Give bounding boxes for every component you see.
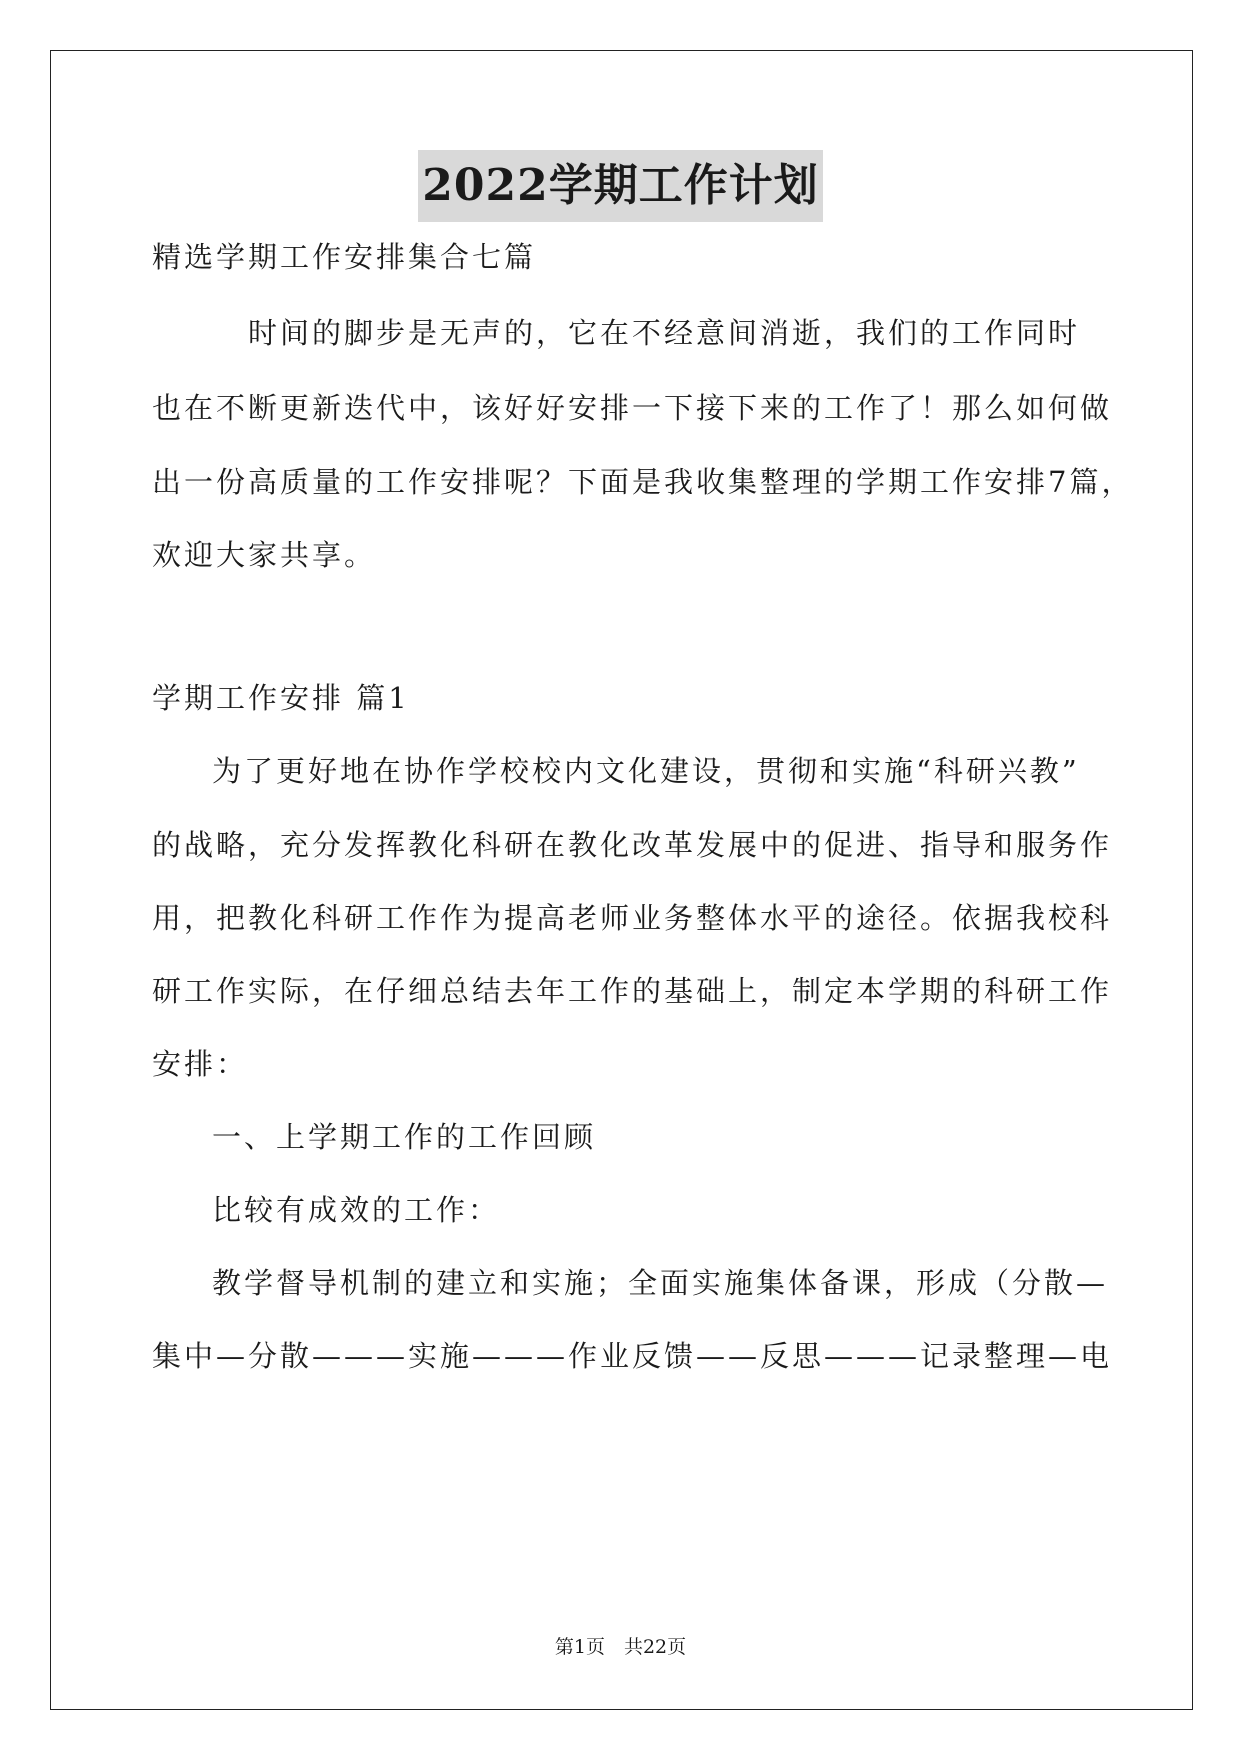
subtitle-line: 精选学期工作安排集合七篇 xyxy=(152,240,537,274)
page-footer: 第1页 共22页 xyxy=(554,1636,687,1658)
document-title: 2022学期工作计划 xyxy=(418,150,822,222)
intro-line-4: 欢迎大家共享。 xyxy=(152,538,377,572)
section-heading: 学期工作安排 篇1 xyxy=(152,681,410,715)
intro-line-3: 出一份高质量的工作安排呢？下面是我收集整理的学期工作安排7篇， xyxy=(152,465,1134,499)
body-line-4: 研工作实际，在仔细总结去年工作的基础上，制定本学期的科研工作 xyxy=(152,974,1113,1008)
body-line-6: 教学督导机制的建立和实施；全面实施集体备课，形成（分散— xyxy=(212,1266,1109,1300)
intro-line-2: 也在不断更新迭代中，该好好安排一下接下来的工作了！那么如何做 xyxy=(152,391,1113,425)
title-block xyxy=(0,150,1241,222)
body-line-2: 的战略，充分发挥教化科研在教化改革发展中的促进、指导和服务作 xyxy=(152,828,1113,862)
subheading-review: 一、上学期工作的工作回顾 xyxy=(212,1120,597,1154)
intro-line-1: 时间的脚步是无声的，它在不经意间消逝，我们的工作同时 xyxy=(248,316,1081,350)
body-line-7: 集中—分散———实施———作业反馈——反思———记录整理—电 xyxy=(152,1339,1113,1373)
body-line-3: 用，把教化科研工作作为提高老师业务整体水平的途径。依据我校科 xyxy=(152,901,1113,935)
body-line-1: 为了更好地在协作学校校内文化建设，贯彻和实施“科研兴教” xyxy=(212,754,1080,788)
body-line-5: 安排： xyxy=(152,1047,249,1081)
subheading-effective: 比较有成效的工作： xyxy=(212,1193,501,1227)
